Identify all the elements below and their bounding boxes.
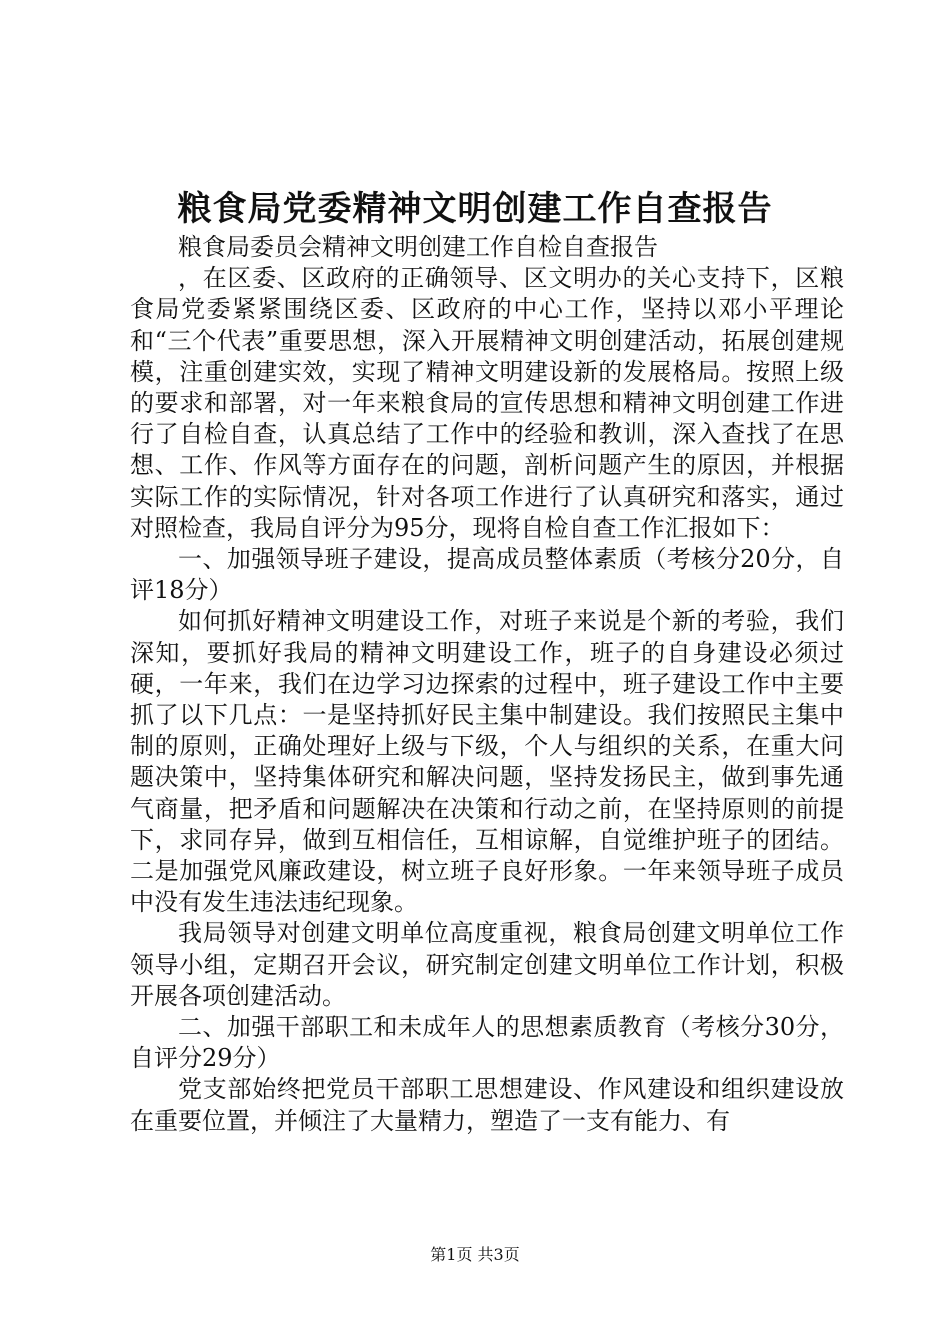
paragraph-intro: ，在区委、区政府的正确领导、区文明办的关心支持下，区粮食局党委紧紧围绕区委、区政府的中心工作，坚持以邓小平理论和“三个代表”重要思想，深入开展精神文明创建活动，拓展创建规模，注重创建实效，实现了精神文明建设新的发展格局。按照上级的要求和部署，对一年来粮食局的宣传思想和精神文明创建工作进行了自检自查，认真总结了工作中的经验和教训，深入查找了在思想、工作、作风等方面存在的问题，剖析问题产生的原因，并根据实际工作的实际情况，针对各项工作进行了认真研究和落实，通过对照检查，我局自评分为95分，现将自检自查工作汇报如下：	[130, 264, 844, 542]
document-body	[130, 232, 844, 1137]
section-heading-1: 一、加强领导班子建设，提高成员整体素质（考核分20分，自评18分）	[130, 545, 844, 605]
paragraph-section-1-cont: 我局领导对创建文明单位高度重视，粮食局创建文明单位工作领导小组，定期召开会议，研究制定创建文明单位工作计划，积极开展各项创建活动。	[130, 919, 844, 1010]
page-footer: 第1页 共3页	[430, 1245, 520, 1264]
section-heading-2: 二、加强干部职工和未成年人的思想素质教育（考核分30分，自评分29分）	[130, 1013, 844, 1073]
paragraph-subtitle: 粮食局委员会精神文明创建工作自检自查报告	[178, 233, 658, 261]
paragraph-section-1: 如何抓好精神文明建设工作，对班子来说是个新的考验，我们深知，要抓好我局的精神文明建设工作，班子的自身建设必须过硬，一年来，我们在边学习边探索的过程中，班子建设工作中主要抓了以下几点：一是坚持抓好民主集中制建设。我们按照民主集中制的原则，正确处理好上级与下级，个人与组织的关系，在重大问题决策中，坚持集体研究和解决问题，坚持发扬民主，做到事先通气商量，把矛盾和问题解决在决策和行动之前，在坚持原则的前提下，求同存异，做到互相信任，互相谅解，自觉维护班子的团结。二是加强党风廉政建设，树立班子良好形象。一年来领导班子成员中没有发生违法违纪现象。	[130, 607, 844, 917]
paragraph-section-2: 党支部始终把党员干部职工思想建设、作风建设和组织建设放在重要位置，并倾注了大量精力，塑造了一支有能力、有	[130, 1075, 844, 1135]
document-title: 粮食局党委精神文明创建工作自查报告	[177, 189, 773, 229]
